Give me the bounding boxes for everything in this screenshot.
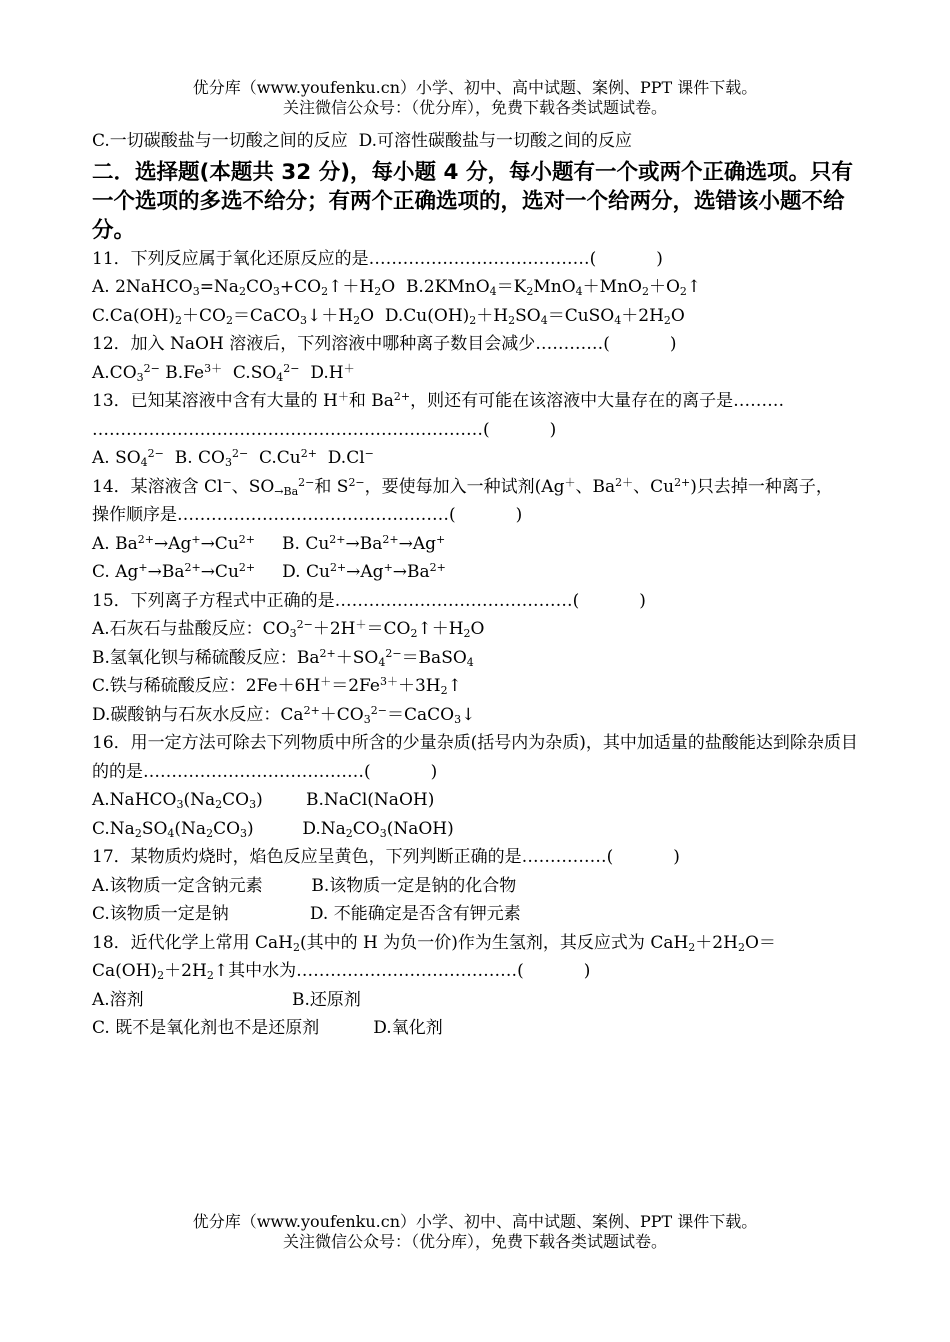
header-line-1: 优分库（www.youfenku.cn）小学、初中、高中试题、案例、PPT 课件下载。: [192, 78, 758, 97]
footer-line-2: 关注微信公众号：（优分库），免费下载各类试题试卷。: [282, 1232, 667, 1251]
option-c: C.一切碳酸盐与一切酸之间的反应: [92, 131, 348, 151]
option-b: $B.Fe^{3+}$: [165, 361, 223, 383]
q15-option-d: D.碳酸钠与石灰水反应：$Ca^{2+}+CO_3^{2-}=CaCO_3↓$: [92, 703, 476, 726]
q17-options-cd: [92, 900, 864, 929]
q12-options: [92, 359, 864, 388]
q14-stem: 14．某溶液含 Cl−、$SO_{\to Ba}^{2-}$和 $S^{2-}$，要使每加入一种试剂(Ag＋、$Ba^{2+}$、$Cu^{2+}$)只去掉一种离子，: [92, 475, 833, 498]
option-d: D. 不能确定是否含有钾元素: [309, 904, 521, 924]
header-line-2: 关注微信公众号：（优分库），免费下载各类试题试卷。: [282, 98, 667, 117]
q15-option-a: A.石灰石与盐酸反应：$CO_3^{2-}+2H^+=CO_2↑+H_2O$: [92, 618, 485, 640]
q16-options-cd: [92, 815, 864, 844]
option-a: $A.CO_3^{2-}$: [92, 361, 160, 384]
q14-options-ab: [92, 530, 864, 559]
q10-options-cd: [92, 127, 864, 156]
q16-options-ab: [92, 786, 864, 815]
option-d: D.可溶性碳酸盐与一切酸之间的反应: [358, 131, 633, 151]
option-d: D. $Cu^{2+}\to Ag^+\to Ba^{2+}$: [282, 561, 446, 582]
q18-stem: 18．近代化学上常用 CaH$_2$(其中的 H 为负一价)作为生氢剂，其反应式为 $CaH_2+2H_2O=$: [92, 932, 776, 954]
option-c: C. $Ag^+\to Ba^{2+}\to Cu^{2+}$: [92, 561, 256, 582]
option-b: B.该物质一定是钠的化合物: [311, 875, 517, 896]
q13-stem-line2: ……………………………………………………………( ): [92, 419, 557, 440]
q17-options-ab: [92, 872, 864, 901]
section-title: 二．选择题(本题共 32 分)，每小题 4 分，每小题有一个或两个正确选项。只有一个选项的多选不给分；有两个正确选项的，选对一个给两分，选错该小题不给分。: [92, 159, 853, 243]
option-a: A.该物质一定含钠元素: [92, 875, 263, 896]
option-a: A. $SO_4^{2-}$: [92, 447, 164, 469]
q18-stem-line2: $Ca(OH)_2+2H_2↑$其中水为…………………………………( ): [92, 961, 591, 982]
option-b: B. $Cu^{2+}\to Ba^{2+}\to Ag^+$: [282, 532, 446, 554]
q12-stem: 12．加入 NaOH 溶液后，下列溶液中哪种离子数目会减少…………( ): [92, 334, 677, 354]
option-c: $C.Na_2SO_4(Na_2CO_3)$: [92, 818, 254, 840]
option-a: A. $2NaHCO_3=Na_2CO_3+CO_2↑+H_2O$: [92, 277, 396, 298]
q17-stem: 17．某物质灼烧时，焰色反应呈黄色，下列判断正确的是……………( ): [92, 847, 680, 867]
option-c: C. 既不是氧化剂也不是还原剂: [92, 1018, 320, 1038]
page-header: [0, 78, 950, 118]
option-c: C.该物质一定是钠: [92, 904, 229, 924]
q13-options: [92, 444, 864, 473]
q15-stem: 15．下列离子方程式中正确的是……………………………………( ): [92, 590, 646, 611]
option-b: B. $CO_3^{2-}$: [174, 447, 249, 469]
q14-options-cd: [92, 558, 864, 587]
option-d: $D.Na_2CO_3(NaOH)$: [302, 818, 454, 840]
option-a: A.溶剂: [92, 989, 144, 1010]
q16-stem: 16．用一定方法可除去下列物质中所含的少量杂质(括号内为杂质)，其中加适量的盐酸能达到除杂质目的的是…………………………………( ): [92, 733, 858, 782]
page-footer: [0, 1212, 950, 1252]
q11-options-cd: [92, 302, 864, 331]
q18-options-ab: [92, 986, 864, 1015]
option-b: B.还原剂: [292, 989, 361, 1010]
q11-options-ab: [92, 273, 864, 302]
option-a: $A.NaHCO_3(Na_2CO_3)$: [92, 790, 263, 811]
option-b: $B.2KMnO_4=K_2MnO_4+MnO_2+O_2↑$: [405, 277, 702, 298]
option-d: D.Cl−: [327, 447, 374, 468]
option-c: $C.Ca(OH)_2+CO_2=CaCO_3↓+H_2O$: [92, 305, 375, 327]
q11-stem: 11．下列反应属于氧化还原反应的是…………………………………( ): [92, 248, 663, 269]
option-c: $C.Cu^{2+}$: [258, 447, 317, 468]
q18-options-cd: [92, 1014, 864, 1043]
q14-stem-line2: 操作顺序是…………………………………………( ): [92, 505, 523, 525]
q15-option-c: C.铁与稀硫酸反应：$2Fe+6H^+=2Fe^{3+}+3H_2↑$: [92, 675, 462, 697]
option-d: $D.Cu(OH)_2+H_2SO_4=CuSO_4+2H_2O$: [384, 305, 685, 327]
footer-line-1: 优分库（www.youfenku.cn）小学、初中、高中试题、案例、PPT 课件下载。: [192, 1212, 758, 1231]
option-a: A. $Ba^{2+}\to Ag^+\to Cu^{2+}$: [92, 532, 255, 554]
option-c: $C.SO_4^{2-}$: [232, 361, 300, 384]
q13-stem: 13．已知某溶液中含有大量的 H＋和 $Ba^{2+}$，则还有可能在该溶液中大量存在的离子是………: [92, 390, 785, 411]
exam-content: [92, 127, 864, 1043]
option-d: D.氧化剂: [373, 1018, 443, 1038]
option-b: B.NaCl(NaOH): [305, 790, 435, 810]
q15-option-b: B.氢氧化钡与稀硫酸反应：$Ba^{2+}+SO_4^{2-}=BaSO_4$: [92, 646, 474, 669]
option-d: D.H＋: [310, 361, 355, 383]
